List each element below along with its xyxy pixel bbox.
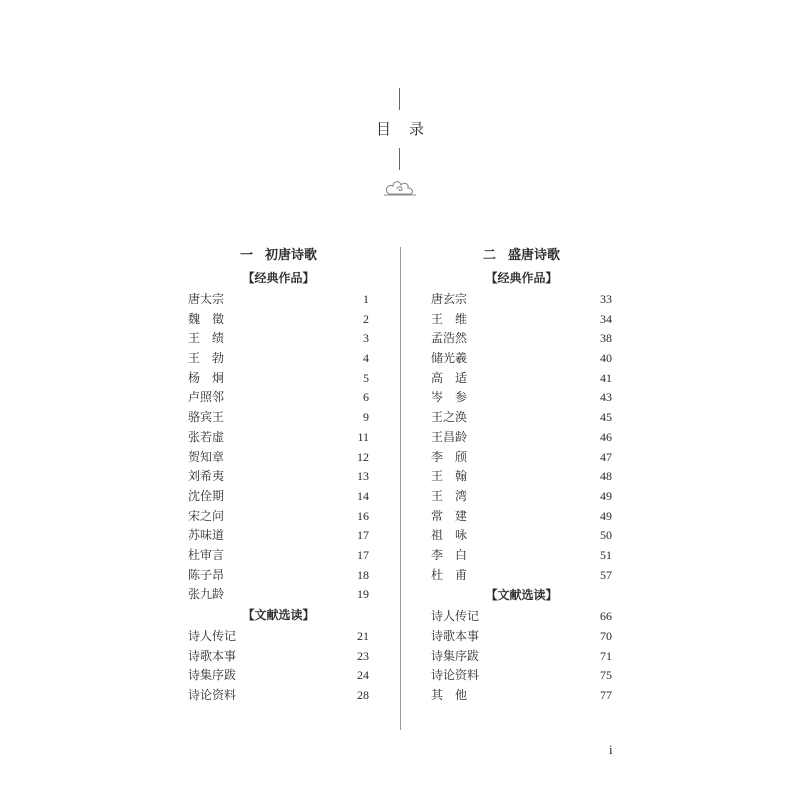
toc-entry[interactable] — [431, 526, 612, 546]
section-num: 二 — [482, 248, 496, 263]
toc-entry-title: 常 建 — [431, 508, 468, 523]
page-number: i — [609, 742, 613, 757]
toc-entry-title: 高 适 — [431, 370, 468, 385]
toc-entry-title: 储光羲 — [431, 351, 468, 366]
toc-entry[interactable] — [188, 585, 369, 605]
toc-entry-page: 41 — [600, 370, 612, 385]
toc-entry-title: 李 白 — [431, 547, 468, 562]
section-num: 一 — [239, 248, 253, 263]
toc-entry-page: 14 — [357, 488, 369, 503]
toc-entry-title: 唐玄宗 — [431, 292, 468, 306]
toc-entry[interactable] — [188, 329, 369, 349]
page-title-char-1: 目 — [375, 120, 391, 138]
toc-entry-page: 46 — [600, 429, 612, 444]
toc-entry-title: 诗论资料 — [188, 688, 237, 703]
title-top-rule — [399, 88, 400, 110]
title-bottom-rule — [399, 148, 400, 170]
toc-entry[interactable] — [431, 310, 612, 330]
toc-entry[interactable] — [188, 428, 369, 448]
toc-entry-page: 38 — [600, 331, 612, 346]
toc-entry[interactable] — [431, 647, 612, 667]
toc-entry-page: 1 — [363, 292, 369, 306]
toc-entry-title: 王 维 — [431, 311, 468, 326]
toc-entry-title: 唐太宗 — [188, 292, 225, 306]
toc-entry-page: 45 — [600, 410, 612, 425]
toc-entry-title: 王 翰 — [431, 469, 468, 484]
toc-list — [188, 290, 369, 605]
toc-entry-title: 沈佺期 — [188, 488, 225, 503]
toc-entry[interactable] — [188, 686, 369, 706]
toc-entry-page: 24 — [357, 668, 369, 683]
toc-entry[interactable] — [188, 467, 369, 487]
toc-entry-page: 66 — [600, 609, 612, 624]
toc-entry[interactable] — [431, 546, 612, 566]
toc-entry-page: 47 — [600, 449, 612, 464]
toc-entry-page: 17 — [357, 528, 369, 543]
toc-entry[interactable] — [431, 349, 612, 369]
toc-entry[interactable] — [431, 487, 612, 507]
toc-entry-page: 49 — [600, 508, 612, 523]
toc-entry-page: 71 — [600, 648, 612, 663]
toc-entry-page: 51 — [600, 547, 612, 562]
page-title — [0, 118, 800, 139]
page-title-char-2: 录 — [409, 120, 425, 138]
subsection-classics: 【经典作品】 — [242, 271, 315, 285]
toc-entry-title: 其 他 — [431, 688, 468, 703]
cloud-icon — [383, 176, 417, 198]
toc-entry-page: 17 — [357, 547, 369, 562]
toc-entry[interactable] — [431, 467, 612, 487]
toc-entry-title: 刘希夷 — [188, 469, 225, 484]
toc-entry[interactable] — [431, 408, 612, 428]
toc-entry-title: 诗人传记 — [431, 609, 480, 624]
toc-entry-title: 魏 徵 — [188, 311, 225, 326]
toc-entry[interactable] — [431, 369, 612, 389]
toc-entry[interactable] — [431, 686, 612, 706]
toc-entry-page: 48 — [600, 469, 612, 484]
left-column — [188, 244, 369, 706]
toc-entry-title: 王昌龄 — [431, 429, 468, 444]
toc-entry-title: 孟浩然 — [431, 331, 468, 346]
toc-entry[interactable] — [431, 388, 612, 408]
toc-entry[interactable] — [188, 369, 369, 389]
toc-entry[interactable] — [431, 290, 612, 310]
toc-entry-page: 34 — [600, 311, 612, 326]
toc-entry[interactable] — [188, 290, 369, 310]
toc-entry-title: 苏味道 — [188, 528, 225, 543]
section-title-left — [188, 244, 369, 268]
toc-entry[interactable] — [188, 507, 369, 527]
toc-entry-page: 49 — [600, 488, 612, 503]
toc-entry-title: 贺知章 — [188, 449, 225, 464]
toc-entry-title: 诗集序跋 — [431, 648, 480, 663]
toc-entry-page: 2 — [363, 311, 369, 326]
toc-entry-title: 诗人传记 — [188, 629, 237, 643]
toc-entry-page: 21 — [357, 629, 369, 643]
toc-entry-title: 诗歌本事 — [431, 629, 480, 643]
section-name: 盛唐诗歌 — [508, 248, 561, 263]
toc-entry-page: 5 — [363, 370, 369, 385]
toc-entry-title: 诗歌本事 — [188, 648, 237, 663]
toc-entry-page: 12 — [357, 449, 369, 464]
toc-entry-title: 宋之问 — [188, 508, 225, 523]
toc-entry-page: 77 — [600, 688, 612, 703]
toc-list — [431, 607, 612, 705]
toc-entry-page: 43 — [600, 390, 612, 405]
toc-entry-page: 9 — [363, 410, 369, 425]
toc-entry[interactable] — [188, 526, 369, 546]
subsection-classics: 【经典作品】 — [485, 271, 558, 285]
toc-entry-title: 骆宾王 — [188, 410, 225, 425]
section-name: 初唐诗歌 — [265, 248, 318, 263]
toc-entry[interactable] — [188, 408, 369, 428]
toc-entry-title: 张若虚 — [188, 429, 225, 444]
toc-entry-title: 祖 咏 — [431, 528, 468, 543]
toc-entry[interactable] — [188, 310, 369, 330]
toc-entry-title: 诗论资料 — [431, 668, 480, 683]
toc-entry-page: 28 — [357, 688, 369, 703]
toc-entry-title: 杜审言 — [188, 547, 225, 562]
toc-entry[interactable] — [431, 448, 612, 468]
toc-entry-page: 19 — [357, 587, 369, 602]
toc-entry-title: 王 绩 — [188, 331, 225, 346]
toc-entry[interactable] — [188, 388, 369, 408]
toc-list — [188, 627, 369, 706]
toc-entry-title: 王 湾 — [431, 488, 468, 503]
toc-entry-title: 陈子昂 — [188, 567, 225, 582]
toc-entry[interactable] — [431, 666, 612, 686]
toc-entry[interactable] — [188, 666, 369, 686]
subsection-readings: 【文献选读】 — [242, 608, 315, 622]
subsection-readings: 【文献选读】 — [485, 588, 558, 603]
toc-entry[interactable] — [431, 627, 612, 647]
toc-entry-title: 岑 参 — [431, 390, 468, 405]
toc-entry-page: 3 — [363, 331, 369, 346]
toc-entry-page: 4 — [363, 351, 369, 366]
toc-entry[interactable] — [431, 507, 612, 527]
toc-entry[interactable] — [431, 607, 612, 627]
toc-entry-title: 王 勃 — [188, 351, 225, 366]
toc-list — [431, 290, 612, 585]
toc-entry-title: 杨 炯 — [188, 370, 225, 385]
toc-entry-title: 王之涣 — [431, 410, 468, 425]
toc-entry[interactable] — [188, 349, 369, 369]
column-divider — [400, 247, 401, 730]
toc-entry-page: 11 — [357, 429, 369, 444]
toc-entry-page: 13 — [357, 469, 369, 484]
toc-entry-title: 卢照邻 — [188, 390, 225, 405]
right-column — [431, 244, 612, 706]
toc-entry-title: 张九龄 — [188, 587, 225, 602]
toc-entry-page: 33 — [600, 292, 612, 306]
toc-entry[interactable] — [188, 566, 369, 586]
toc-entry[interactable] — [431, 329, 612, 349]
toc-entry[interactable] — [431, 428, 612, 448]
toc-entry-page: 23 — [357, 648, 369, 663]
toc-entry-page: 50 — [600, 528, 612, 543]
toc-entry[interactable] — [188, 546, 369, 566]
toc-entry-page: 18 — [357, 567, 369, 582]
toc-entry-title: 杜 甫 — [431, 567, 468, 582]
toc-entry[interactable] — [431, 566, 612, 586]
toc-entry-page: 57 — [600, 567, 612, 582]
toc-entry-title: 诗集序跋 — [188, 668, 237, 683]
toc-entry-page: 70 — [600, 629, 612, 643]
toc-entry-page: 40 — [600, 351, 612, 366]
toc-entry-page: 75 — [600, 668, 612, 683]
toc-entry-title: 李 颀 — [431, 449, 468, 464]
section-title-right — [431, 244, 612, 268]
toc-entry[interactable] — [188, 627, 369, 647]
toc-entry[interactable] — [188, 647, 369, 667]
toc-entry-page: 6 — [363, 390, 369, 405]
toc-entry-page: 16 — [357, 508, 369, 523]
toc-entry[interactable] — [188, 448, 369, 468]
toc-entry[interactable] — [188, 487, 369, 507]
